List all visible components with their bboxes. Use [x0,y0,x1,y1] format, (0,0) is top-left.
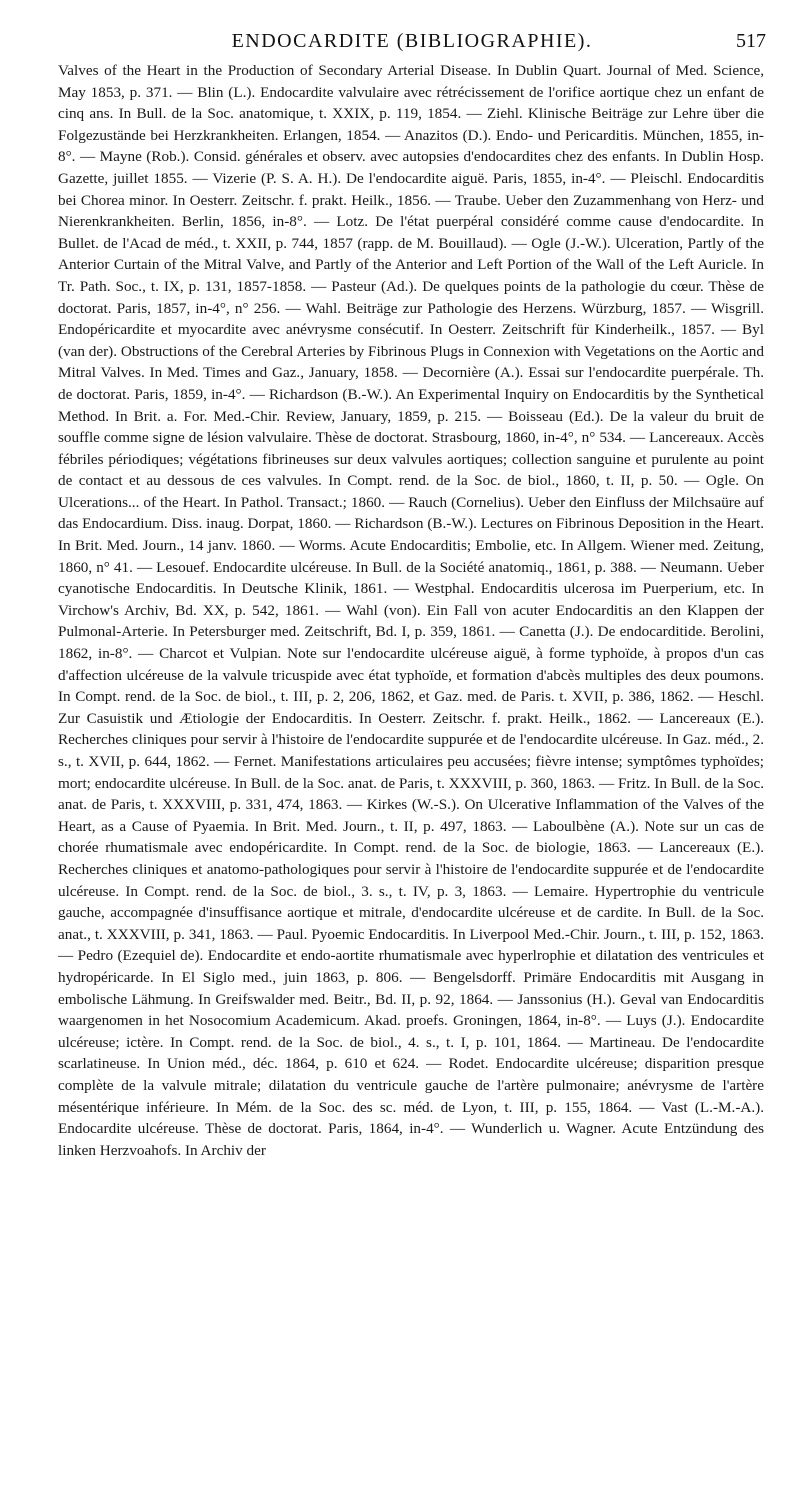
running-header [58,30,766,56]
page-number: 517 [736,30,766,52]
bibliography-paragraph: Valves of the Heart in the Production of Secondary Arterial Disease. In Dublin Quart. Journal of Med. Science, May 1853, p. 371. — Blin (L.). Endocardite valvulaire avec rétrécissement de l'orifice aortique chez un enfant de cinq ans. In Bull. de la Soc. anatomique, t. XXIX, p. 119, 1854. — Ziehl. Klinische Beiträge zur Lehre über die Folgezustände bei Herzkrankheiten. Erlangen, 1854. — Anazitos (D.). Endo- und Pericarditis. München, 1855, in-8°. — Mayne (Rob.). Consid. générales et observ. avec autopsies d'endocardites chez des enfants. In Dublin Hosp. Gazette, juillet 1855. — Vizerie (P. S. A. H.). De l'endocardite aiguë. Paris, 1855, in-4°. — Pleischl. Endocarditis bei Chorea minor. In Oesterr. Zeitschr. f. prakt. Heilk., 1856. — Traube. Ueber den Zuzammenhang von Herz- und Nierenkrankheiten. Berlin, 1856, in-8°. — Lotz. De l'état puerpéral considéré comme cause d'endocardite. In Bullet. de l'Acad de méd., t. XXII, p. 744, 1857 (rapp. de M. Bouillaud). — Ogle (J.-W.). Ulceration, Partly of the Anterior Curtain of the Mitral Valve, and Partly of the Anterior and Left Portion of the Wall of the Left Auricle. In Tr. Path. Soc., t. IX, p. 131, 1857-1858. — Pasteur (Ad.). De quelques points de la pathologie du cœur. Thèse de doctorat. Paris, 1857, in-4°, n° 256. — Wahl. Beiträge zur Pathologie des Herzens. Würzburg, 1857. — Wisgrill. Endopéricardite et myocardite avec anévrysme consécutif. In Oesterr. Zeitschrift für Kinderheilk., 1857. — Byl (van der). Obstructions of the Cerebral Arteries by Fibrinous Plugs in Connexion with Vegetations on the Aortic and Mitral Valves. In Med. Times and Gaz., January, 1858. — Decornière (A.). Essai sur l'endocardite puerpérale. Th. de doctorat. Paris, 1859, in-4°. — Richardson (B.-W.). An Experimental Inquiry on Endocarditis by the Synthetical Method. In Brit. a. For. Med.-Chir. Review, January, 1859, p. 215. — Boisseau (Ed.). De la valeur du bruit de souffle comme signe de lésion valvulaire. Thèse de doctorat. Strasbourg, 1860, in-4°, n° 534. — Lancereaux. Accès fébriles périodiques; végétations fibrineuses sur deux valvules aortiques; collection sanguine et purulente au point de contact et au dessous de ces valvules. In Compt. rend. de la Soc. de biol., 1860, t. II, p. 50. — Ogle. On Ulcerations... of the Heart. In Pathol. Transact.; 1860. — Rauch (Cornelius). Ueber den Einfluss der Milchsaüre auf das Endocardium. Diss. inaug. Dorpat, 1860. — Richardson (B.-W.). Lectures on Fibrinous Deposition in the Heart. In Brit. Med. Journ., 14 janv. 1860. — Worms. Acute Endocarditis; Embolie, etc. In Allgem. Wiener med. Zeitung, 1860, n° 41. — Lesouef. Endocardite ulcéreuse. In Bull. de la Société anatomiq., 1861, p. 388. — Neumann. Ueber cyanotische Endocarditis. In Deutsche Klinik, 1861. — Westphal. Endocarditis ulcerosa im Puerperium, etc. In Virchow's Archiv, Bd. XX, p. 542, 1861. — Wahl (von). Ein Fall von acuter Endocarditis an den Klappen der Pulmonal-Arterie. In Petersburger med. Zeitschrift, Bd. I, p. 359, 1861. — Canetta (J.). De endocarditide. Berolini, 1862, in-8°. — Charcot et Vulpian. Note sur l'endocardite ulcéreuse aiguë, à forme typhoïde, à propos d'un cas d'affection ulcéreuse de la valvule tricuspide avec état typhoïde, et formation d'abcès multiples des deux poumons. In Compt. rend. de la Soc. de biol., t. III, p. 2, 206, 1862, et Gaz. med. de Paris. t. XVII, p. 386, 1862. — Heschl. Zur Casuistik und Ætiologie der Endocarditis. In Oesterr. Zeitschr. f. prakt. Heilk., 1862. — Lancereaux (E.). Recherches cliniques pour servir à l'histoire de l'endocardite suppurée et de l'endocardite ulcéreuse. In Gaz. méd., 2. s., t. XVII, p. 644, 1862. — Fernet. Manifestations articulaires peu accusées; fièvre intense; symptômes typhoïdes; mort; endocardite ulcéreuse. In Bull. de la Soc. anat. de Paris, t. XXXVIII, p. 360, 1863. — Fritz. In Bull. de la Soc. anat. de Paris, t. XXXVIII, p. 331, 474, 1863. — Kirkes (W.-S.). On Ulcerative Inflammation of the Valves of the Heart, as a Cause of Pyaemia. In Brit. Med. Journ., t. II, p. 497, 1863. — Laboulbène (A.). Note sur un cas de chorée rhumatismale avec endopéricardite. In Compt. rend. de la Soc. de biologie, 1863. — Lancereaux (E.). Recherches cliniques et anatomo-pathologiques pour servir à l'histoire de l'endocardite suppurée et de l'endocardite ulcéreuse. In Compt. rend. de la Soc. de biol., 3. s., t. IV, p. 3, 1863. — Lemaire. Hypertrophie du ventricule gauche, accompagnée d'insuffisance aortique et mitrale, d'endocardite ulcéreuse et de cardite. In Bull. de la Soc. anat., t. XXXVIII, p. 341, 1863. — Paul. Pyoemic Endocarditis. In Liverpool Med.-Chir. Journ., t. III, p. 152, 1863. — Pedro (Ezequiel de). Endocardite et endo-aortite rhumatismale avec hyperlrophie et dilatation des ventricules et hydropéricarde. In El Siglo med., juin 1863, p. 806. — Bengelsdorff. Primäre Endocarditis mit Ausgang in embolische Lähmung. In Greifswalder med. Beitr., Bd. II, p. 92, 1864. — Janssonius (H.). Geval van Endocarditis waargenomen in het Nosocomium Academicum. Akad. proefs. Groningen, 1864, in-8°. — Luys (J.). Endocardite ulcéreuse; ictère. In Compt. rend. de la Soc. de biol., 4. s., t. I, p. 101, 1864. — Martineau. De l'endocardite scarlatineuse. In Union méd., déc. 1864, p. 610 et 624. — Rodet. Endocardite ulcéreuse; disparition presque complète de la valvule mitrale; dilatation du ventricule gauche de l'artère pulmonaire; anévrysme de l'artère mésentérique inférieure. In Mém. de la Soc. des sc. méd. de Lyon, t. III, p. 155, 1864. — Vast (L.-M.-A.). Endocardite ulcéreuse. Thèse de doctorat. Paris, 1864, in-4°. — Wunderlich u. Wagner. Acute Entzündung des linken Herzvoahofs. In Archiv der [58,62,764,1159]
header-title: ENDOCARDITE (BIBLIOGRAPHIE). [231,30,593,52]
bibliography-body [58,60,764,1480]
